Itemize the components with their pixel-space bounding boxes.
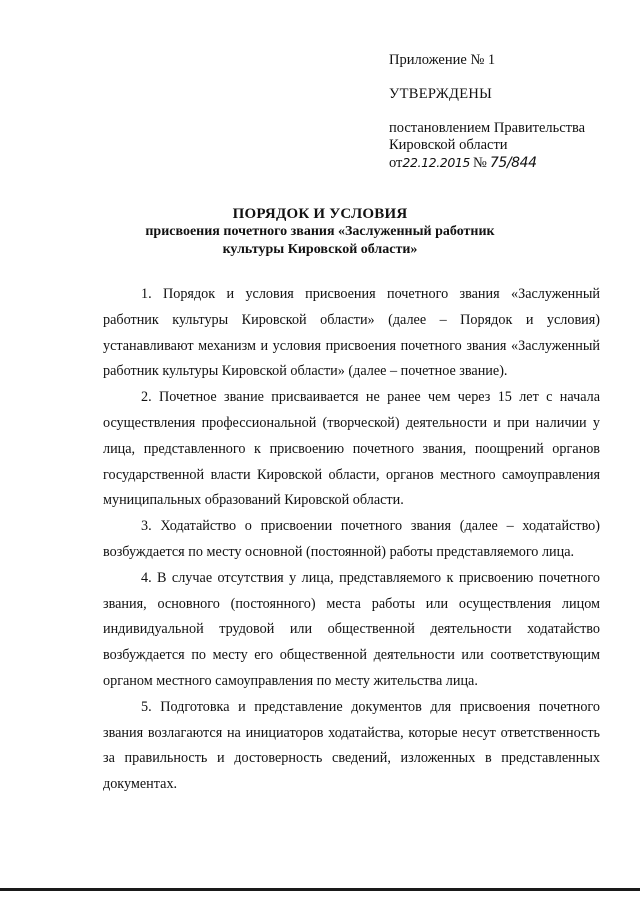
handwritten-date: 22.12.2015 (402, 155, 470, 170)
paragraph-4: 4. В случае отсутствия у лица, представляемого к присвоению почетного звания, основного (постоянного) места работы или осуществления лицом индивидуальной трудовой или общественной деятельности ходатайство возбуждается по месту его общественной деятельности или соответствующим органом местного самоуправления по месту жительства лица. (103, 569, 600, 689)
paragraph-2: 2. Почетное звание присваивается не ранее чем через 15 лет с начала осуществления профессиональной (творческой) деятельности и при наличии у лица, представленного к присвоению почетного звания, поощрений органов государственной власти Кировской области, органов местного самоуправления муниципальных образований Кировской области. (103, 389, 600, 509)
document-title (0, 205, 640, 259)
scan-bottom-edge (0, 888, 640, 891)
decree-line-1: постановлением Правительства (389, 120, 586, 136)
title-subtitle-line-2: культуры Кировской области» (222, 242, 418, 257)
decree-line-2: Кировской области (389, 137, 508, 153)
number-prefix: № (472, 155, 487, 171)
title-subtitle-line-1: присвоения почетного звания «Заслуженный работник (145, 224, 495, 239)
approval-block (389, 52, 629, 172)
paragraph-1: 1. Порядок и условия присвоения почетного звания «Заслуженный работник культуры Кировской области» (далее – Порядок и условия) устанавливают механизм и условия присвоения почетного звания «Заслуженный работник культуры Кировской области» (далее – почетное звание). (103, 286, 600, 380)
handwritten-number: 75/844 (489, 155, 537, 171)
annex-label: Приложение № 1 (389, 52, 496, 68)
decree-date-number (389, 154, 629, 172)
approved-heading: УТВЕРЖДЕНЫ (389, 86, 493, 102)
date-prefix: от (389, 155, 403, 171)
document-body (103, 282, 600, 798)
paragraph-5: 5. Подготовка и представление документов для присвоения почетного звания возлагаются на инициаторов ходатайства, которые несут ответственность за правильность и достоверность сведений, изложенных в представленных документах. (103, 698, 600, 793)
paragraph-3: 3. Ходатайство о присвоении почетного звания (далее – ходатайство) возбуждается по месту основной (постоянной) работы представляемого лица. (103, 518, 600, 560)
title-main: ПОРЯДОК И УСЛОВИЯ (232, 206, 408, 222)
